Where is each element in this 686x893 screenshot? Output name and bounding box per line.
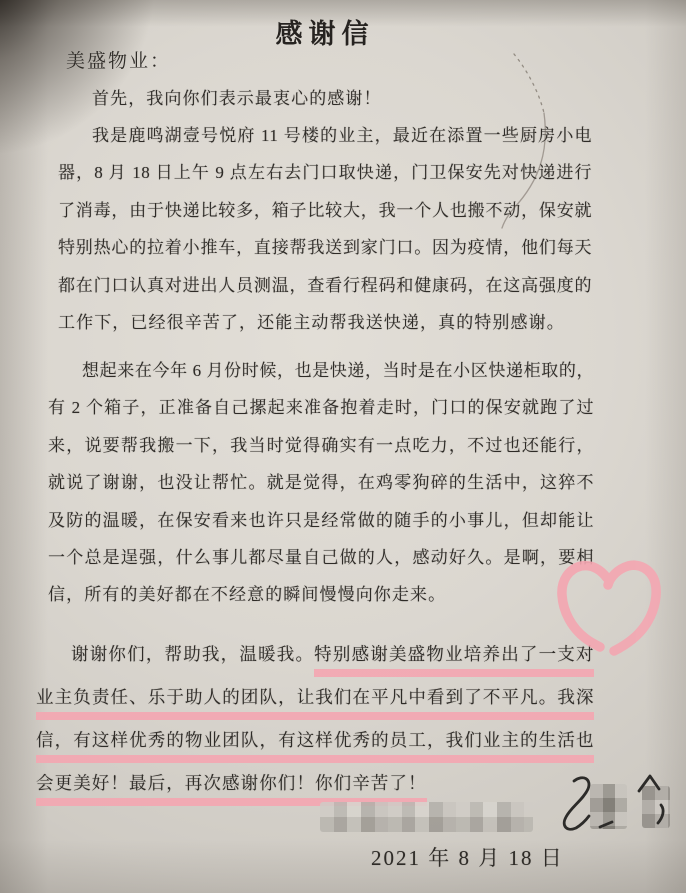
body-line: 首先，我向你们表示最衷心的感谢！ xyxy=(92,89,382,108)
body-line: 我是鹿鸣湖壹号悦府 11 号楼的业主，最近在添置一些厨房小电 xyxy=(92,126,592,145)
body-line: 器，8 月 18 日上午 9 点左右去门口取快递，门卫保安先对快递进行 xyxy=(58,163,592,183)
closing-line xyxy=(36,633,594,676)
redacted-name-block xyxy=(320,802,533,832)
body-line: 都在门口认真对进出人员测温，查看行程码和健康码，在这高强度的 xyxy=(58,275,592,295)
letter-title: 感谢信 xyxy=(275,19,375,49)
marker-highlighted-text: 特别感谢美盛物业培养出了一支对 xyxy=(314,644,594,677)
body-line: 信，所有的美好都在不经意的瞬间慢慢向你走来。 xyxy=(48,585,447,605)
marker-highlighted-text: 会更美好！最后，再次感谢你们！你们辛苦了！ xyxy=(36,773,427,806)
paragraph-closing xyxy=(36,633,594,805)
closing-line xyxy=(36,719,594,762)
body-line: 一个总是逞强，什么事儿都尽量自己做的人，感动好久。是啊，要相 xyxy=(48,548,594,568)
closing-line xyxy=(36,676,594,719)
marker-highlighted-text: 业主负责任、乐于助人的团队，让我们在平凡中看到了不平凡。我深 xyxy=(36,687,594,720)
body-line: 了消毒，由于快递比较多，箱子比较大，我一个人也搬不动，保安就 xyxy=(58,200,592,220)
body-line: 就说了谢谢，也没让帮忙。就是觉得，在鸡零狗碎的生活中，这猝不 xyxy=(48,473,594,493)
marker-highlighted-text: 信，有这样优秀的物业团队，有这样优秀的员工，我们业主的生活也 xyxy=(36,730,594,763)
redacted-signature-block xyxy=(590,784,627,829)
paragraph-opening xyxy=(58,80,592,117)
body-line: 及防的温暖，在保安看来也许只是经常做的随手的小事儿，但却能让 xyxy=(48,510,594,530)
paragraph-june-story xyxy=(48,352,594,614)
salutation: 美盛物业： xyxy=(66,51,172,72)
body-line: 工作下，已经很辛苦了，还能主动帮我送快递，真的特别感谢。 xyxy=(58,313,565,333)
body-line: 特别热心的拉着小推车，直接帮我送到家门口。因为疫情，他们每天 xyxy=(58,238,592,258)
paragraph-delivery-story xyxy=(58,117,592,341)
closing-line xyxy=(36,762,594,805)
body-line: 来，说要帮我搬一下，我当时觉得确实有一点吃力，不过也还能行， xyxy=(48,435,594,455)
closing-lead-text: 谢谢你们，帮助我，温暖我。 xyxy=(71,644,315,664)
redacted-signature-block xyxy=(642,786,670,828)
body-line: 想起来在今年 6 月份时候，也是快递，当时是在小区快递柜取的， xyxy=(82,361,594,380)
letter-date: 2021 年 8 月 18 日 xyxy=(371,846,564,870)
body-line: 有 2 个箱子，正准备自己摞起来准备抱着走时，门口的保安就跑了过 xyxy=(48,398,594,418)
